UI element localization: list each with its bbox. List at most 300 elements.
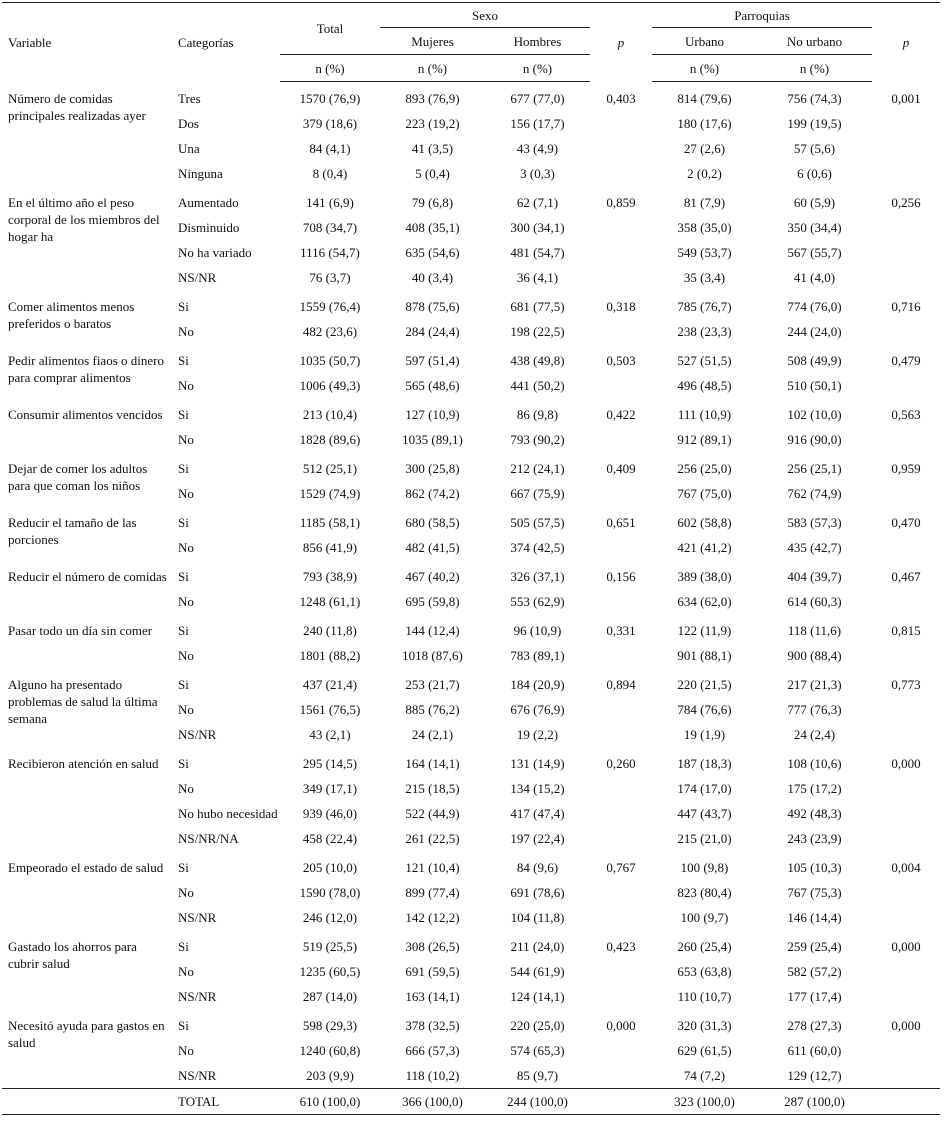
- cell-p-parroquia: [872, 643, 940, 668]
- cell-no-urbano: 102 (10,0): [787, 407, 842, 422]
- category-label: No: [178, 964, 194, 979]
- cell-hombres: 124 (14,1): [510, 989, 565, 1004]
- cell-p-sexo: [590, 880, 652, 905]
- category-label: Aumentado: [178, 195, 239, 210]
- cell-hombres: 85 (9,7): [516, 1068, 559, 1083]
- cell-urbano: 421 (41,2): [677, 540, 732, 555]
- cell-urbano: 527 (51,5): [677, 353, 732, 368]
- cell-urbano: 634 (62,0): [677, 594, 732, 609]
- total-row-total: 610 (100,0): [280, 1089, 380, 1115]
- cell-p-parroquia: [872, 427, 940, 452]
- cell-p-sexo: [590, 136, 652, 161]
- cell-mujeres: 893 (76,9): [405, 91, 460, 106]
- cell-p-parroquia: [872, 535, 940, 560]
- cell-p-parroquia: [872, 826, 940, 851]
- cell-urbano: 110 (10,7): [677, 989, 732, 1004]
- cell-urbano: 260 (25,4): [677, 939, 732, 954]
- category-label: Si: [178, 1018, 189, 1033]
- total-row-urbano: 323 (100,0): [652, 1089, 757, 1115]
- cell-no-urbano: 118 (11,6): [787, 623, 842, 638]
- cell-no-urbano: 60 (5,9): [793, 195, 836, 210]
- cell-urbano: 602 (58,8): [677, 515, 732, 530]
- cell-total: 43 (2,1): [309, 727, 351, 742]
- category-label: No: [178, 648, 194, 663]
- cell-mujeres: 164 (14,1): [405, 756, 460, 771]
- category-label: Si: [178, 299, 189, 314]
- variable-label: Reducir el número de comidas: [8, 569, 167, 584]
- cell-p-sexo: [590, 905, 652, 930]
- cell-mujeres: 127 (10,9): [405, 407, 460, 422]
- cell-no-urbano: 256 (25,1): [787, 461, 842, 476]
- variable-label: Pedir alimentos fiaos o dinero para comprar alimentos: [8, 353, 164, 385]
- cell-mujeres: 680 (58,5): [405, 515, 460, 530]
- cell-p-parroquia: [872, 215, 940, 240]
- cell-mujeres: 691 (59,5): [405, 964, 460, 979]
- cell-mujeres: 878 (75,6): [405, 299, 460, 314]
- cell-p-sexo: [590, 984, 652, 1009]
- category-label: Ninguna: [178, 166, 223, 181]
- cell-mujeres: 522 (44,9): [405, 806, 460, 821]
- cell-p-sexo: [590, 1063, 652, 1089]
- cell-hombres: 326 (37,1): [510, 569, 565, 584]
- cell-p-sexo: 0,423: [606, 939, 636, 954]
- cell-hombres: 300 (34,1): [510, 220, 565, 235]
- cell-hombres: 62 (7,1): [516, 195, 559, 210]
- cell-urbano: 238 (23,3): [677, 324, 732, 339]
- cell-mujeres: 300 (25,8): [405, 461, 460, 476]
- cell-total: 203 (9,9): [306, 1068, 354, 1083]
- cell-urbano: 122 (11,9): [677, 623, 732, 638]
- cell-p-sexo: [590, 373, 652, 398]
- table-row: [2, 398, 940, 427]
- cell-no-urbano: 175 (17,2): [787, 781, 842, 796]
- cell-p-parroquia: [872, 1038, 940, 1063]
- cell-no-urbano: 774 (76,0): [787, 299, 842, 314]
- cell-no-urbano: 614 (60,3): [787, 594, 842, 609]
- cell-p-sexo: 0,767: [606, 860, 636, 875]
- category-label: Disminuido: [178, 220, 240, 235]
- cell-total: 793 (38,9): [302, 569, 358, 584]
- cell-urbano: 785 (76,7): [677, 299, 732, 314]
- data-table: [2, 2, 940, 1115]
- cell-urbano: 814 (79,6): [677, 91, 732, 106]
- cell-no-urbano: 108 (10,6): [787, 756, 842, 771]
- category-label: Si: [178, 677, 189, 692]
- cell-urbano: 74 (7,2): [683, 1068, 726, 1083]
- cell-no-urbano: 146 (14,4): [787, 910, 842, 925]
- cell-mujeres: 1018 (87,6): [402, 648, 463, 663]
- category-label: No: [178, 432, 194, 447]
- cell-p-sexo: [590, 697, 652, 722]
- cell-total: 1828 (89,6): [299, 432, 361, 447]
- cell-hombres: 3 (0,3): [520, 166, 555, 181]
- cell-total: 240 (11,8): [303, 623, 357, 638]
- cell-hombres: 197 (22,4): [510, 831, 565, 846]
- header-sexo: Sexo: [380, 3, 590, 28]
- cell-total: 1590 (78,0): [299, 885, 361, 900]
- category-label: No: [178, 1043, 194, 1058]
- cell-no-urbano: 567 (55,7): [787, 245, 842, 260]
- cell-p-sexo: [590, 959, 652, 984]
- table-row: [2, 1009, 940, 1038]
- cell-total: 1235 (60,5): [299, 964, 361, 979]
- cell-p-parroquia: 0,256: [891, 195, 921, 210]
- cell-p-parroquia: 0,479: [891, 353, 921, 368]
- cell-p-sexo: [590, 801, 652, 826]
- category-label: Si: [178, 407, 189, 422]
- category-label: Si: [178, 623, 189, 638]
- total-row-label: TOTAL: [172, 1089, 280, 1115]
- cell-no-urbano: 583 (57,3): [787, 515, 842, 530]
- cell-no-urbano: 57 (5,6): [793, 141, 836, 156]
- cell-p-parroquia: 0,563: [891, 407, 921, 422]
- cell-total: 349 (17,1): [302, 781, 358, 796]
- cell-no-urbano: 510 (50,1): [787, 378, 842, 393]
- cell-mujeres: 253 (21,7): [405, 677, 460, 692]
- cell-urbano: 215 (21,0): [677, 831, 732, 846]
- category-label: Dos: [178, 116, 199, 131]
- cell-mujeres: 40 (3,4): [411, 270, 454, 285]
- cell-urbano: 100 (9,8): [680, 860, 729, 875]
- cell-p-sexo: [590, 826, 652, 851]
- cell-hombres: 438 (49,8): [510, 353, 565, 368]
- category-label: Si: [178, 515, 189, 530]
- cell-p-parroquia: 0,001: [891, 90, 921, 106]
- cell-urbano: 823 (80,4): [677, 885, 732, 900]
- header-p-sexo: p: [590, 3, 652, 82]
- header-p-parroquias: p: [872, 3, 940, 82]
- cell-p-sexo: [590, 481, 652, 506]
- cell-hombres: 184 (20,9): [510, 677, 565, 692]
- cell-p-sexo: [590, 240, 652, 265]
- cell-hombres: 43 (4,9): [516, 141, 559, 156]
- cell-urbano: 256 (25,0): [677, 461, 732, 476]
- cell-hombres: 481 (54,7): [510, 245, 565, 260]
- cell-p-sexo: 0,503: [606, 353, 636, 368]
- cell-mujeres: 284 (24,4): [405, 324, 460, 339]
- cell-mujeres: 467 (40,2): [405, 569, 460, 584]
- cell-urbano: 2 (0,2): [687, 166, 722, 181]
- cell-total: 1570 (76,9): [299, 91, 361, 106]
- category-label: NS/NR/NA: [178, 831, 239, 846]
- cell-p-parroquia: [872, 984, 940, 1009]
- cell-urbano: 35 (3,4): [683, 270, 726, 285]
- cell-total: 598 (29,3): [302, 1018, 358, 1033]
- header-total: Total: [280, 3, 380, 55]
- header-unit-hombres: n (%): [485, 55, 590, 82]
- cell-hombres: 211 (24,0): [510, 939, 565, 954]
- cell-urbano: 320 (31,3): [677, 1018, 732, 1033]
- variable-label: Pasar todo un día sin comer: [8, 623, 153, 638]
- cell-hombres: 676 (76,9): [510, 702, 565, 717]
- cell-no-urbano: 492 (48,3): [787, 806, 842, 821]
- cell-p-parroquia: [872, 776, 940, 801]
- table-row: [2, 747, 940, 776]
- cell-no-urbano: 259 (25,4): [787, 939, 842, 954]
- cell-p-sexo: 0,260: [606, 756, 636, 771]
- cell-p-sexo: 0,651: [606, 515, 636, 530]
- cell-urbano: 100 (9,7): [680, 910, 729, 925]
- table-row: [2, 560, 940, 589]
- header-categorias: Categorías: [172, 3, 280, 82]
- table-row: [2, 290, 940, 319]
- cell-p-parroquia: 0,815: [891, 623, 921, 638]
- cell-total: 708 (34,7): [302, 220, 358, 235]
- variable-label: Número de comidas principales realizadas ayer: [8, 90, 146, 123]
- cell-p-parroquia: [872, 373, 940, 398]
- cell-p-parroquia: [872, 905, 940, 930]
- cell-hombres: 84 (9,6): [516, 860, 559, 875]
- cell-hombres: 441 (50,2): [510, 378, 565, 393]
- category-label: NS/NR: [178, 727, 217, 742]
- cell-hombres: 574 (65,3): [510, 1043, 565, 1058]
- category-label: Si: [178, 860, 189, 875]
- variable-label: En el último año el peso corporal de los miembros del hogar ha: [8, 195, 160, 244]
- cell-total: 856 (41,9): [302, 540, 358, 555]
- cell-urbano: 81 (7,9): [683, 195, 726, 210]
- cell-hombres: 86 (9,8): [516, 407, 559, 422]
- cell-p-sexo: 0,000: [606, 1018, 636, 1033]
- cell-mujeres: 215 (18,5): [405, 781, 460, 796]
- total-row-no-urbano: 287 (100,0): [757, 1089, 872, 1115]
- cell-p-parroquia: [872, 1063, 940, 1089]
- cell-total: 205 (10,0): [302, 860, 358, 875]
- cell-total: 1561 (76,5): [299, 702, 361, 717]
- cell-total: 76 (3,7): [309, 270, 351, 285]
- variable-label: Consumir alimentos vencidos: [8, 407, 163, 422]
- header-variable: Variable: [2, 3, 172, 82]
- category-label: No: [178, 885, 194, 900]
- cell-no-urbano: 508 (49,9): [787, 353, 842, 368]
- cell-hombres: 417 (47,4): [510, 806, 565, 821]
- category-label: NS/NR: [178, 989, 217, 1004]
- cell-p-parroquia: [872, 240, 940, 265]
- cell-p-parroquia: [872, 959, 940, 984]
- cell-p-parroquia: 0,004: [891, 860, 921, 875]
- table-row: [2, 668, 940, 697]
- cell-p-sexo: 0,318: [606, 299, 636, 314]
- cell-total: 295 (14,5): [302, 756, 358, 771]
- cell-total: 1248 (61,1): [299, 594, 361, 609]
- variable-label: Empeorado el estado de salud: [8, 860, 164, 875]
- variable-label: Comer alimentos menos preferidos o baratos: [8, 299, 135, 331]
- cell-p-parroquia: [872, 111, 940, 136]
- cell-total: 1006 (49,3): [299, 378, 361, 393]
- cell-mujeres: 79 (6,8): [411, 195, 454, 210]
- cell-p-sexo: [590, 265, 652, 290]
- cell-mujeres: 565 (48,6): [405, 378, 460, 393]
- category-label: No: [178, 540, 194, 555]
- cell-no-urbano: 105 (10,3): [787, 860, 842, 875]
- table-row: [2, 930, 940, 959]
- cell-mujeres: 163 (14,1): [405, 989, 460, 1004]
- cell-hombres: 104 (11,8): [510, 910, 565, 925]
- cell-hombres: 681 (77,5): [510, 299, 565, 314]
- total-row-mujeres: 366 (100,0): [380, 1089, 485, 1115]
- header-unit-no-urbano: n (%): [757, 55, 872, 82]
- cell-mujeres: 223 (19,2): [405, 116, 460, 131]
- cell-p-parroquia: 0,959: [891, 461, 921, 476]
- cell-p-sexo: 0,156: [606, 569, 636, 584]
- table-row: [2, 344, 940, 373]
- cell-hombres: 677 (77,0): [510, 91, 565, 106]
- table-row: [2, 186, 940, 215]
- cell-p-parroquia: [872, 589, 940, 614]
- cell-p-sexo: [590, 111, 652, 136]
- category-label: NS/NR: [178, 270, 217, 285]
- table-row: [2, 851, 940, 880]
- cell-urbano: 358 (35,0): [677, 220, 732, 235]
- category-label: No: [178, 378, 194, 393]
- cell-mujeres: 118 (10,2): [405, 1068, 460, 1083]
- header-unit-total: n (%): [280, 55, 380, 82]
- category-label: NS/NR: [178, 910, 217, 925]
- category-label: No hubo necesidad: [178, 806, 278, 821]
- cell-total: 84 (4,1): [309, 141, 351, 156]
- cell-p-sexo: [590, 1038, 652, 1063]
- category-label: Si: [178, 756, 189, 771]
- cell-mujeres: 635 (54,6): [405, 245, 460, 260]
- cell-p-sexo: [590, 776, 652, 801]
- cell-p-parroquia: [872, 801, 940, 826]
- cell-p-sexo: 0,894: [606, 677, 636, 692]
- cell-no-urbano: 767 (75,3): [787, 885, 842, 900]
- cell-hombres: 691 (78,6): [510, 885, 565, 900]
- cell-no-urbano: 177 (17,4): [787, 989, 842, 1004]
- cell-hombres: 783 (89,1): [510, 648, 565, 663]
- cell-p-parroquia: 0,773: [891, 677, 921, 692]
- cell-hombres: 374 (42,5): [510, 540, 565, 555]
- cell-urbano: 180 (17,6): [677, 116, 732, 131]
- cell-p-parroquia: [872, 481, 940, 506]
- cell-mujeres: 408 (35,1): [405, 220, 460, 235]
- cell-hombres: 19 (2,2): [516, 727, 559, 742]
- cell-no-urbano: 756 (74,3): [787, 91, 842, 106]
- cell-total: 519 (25,5): [302, 939, 358, 954]
- cell-urbano: 784 (76,6): [677, 702, 732, 717]
- cell-hombres: 667 (75,9): [510, 486, 565, 501]
- category-label: Si: [178, 569, 189, 584]
- cell-total: 1185 (58,1): [299, 515, 361, 530]
- cell-p-parroquia: [872, 319, 940, 344]
- cell-urbano: 496 (48,5): [677, 378, 732, 393]
- table-body: [2, 82, 940, 1089]
- cell-no-urbano: 404 (39,7): [787, 569, 842, 584]
- cell-no-urbano: 41 (4,0): [793, 270, 836, 285]
- total-row-hombres: 244 (100,0): [485, 1089, 590, 1115]
- cell-mujeres: 1035 (89,1): [402, 432, 463, 447]
- cell-no-urbano: 217 (21,3): [787, 677, 842, 692]
- cell-p-parroquia: 0,000: [891, 939, 921, 954]
- cell-p-parroquia: 0,470: [891, 515, 921, 530]
- variable-label: Necesitó ayuda para gastos en salud: [8, 1018, 165, 1050]
- cell-p-sexo: [590, 319, 652, 344]
- cell-urbano: 389 (38,0): [677, 569, 732, 584]
- cell-hombres: 131 (14,9): [510, 756, 565, 771]
- cell-urbano: 629 (61,5): [677, 1043, 732, 1058]
- header-hombres: Hombres: [485, 28, 590, 55]
- cell-no-urbano: 762 (74,9): [787, 486, 842, 501]
- cell-total: 1116 (54,7): [300, 245, 360, 260]
- cell-mujeres: 885 (76,2): [405, 702, 460, 717]
- table-row: [2, 82, 940, 112]
- cell-urbano: 27 (2,6): [683, 141, 726, 156]
- cell-mujeres: 41 (3,5): [411, 141, 454, 156]
- cell-no-urbano: 278 (27,3): [787, 1018, 842, 1033]
- variable-label: Reducir el tamaño de las porciones: [8, 515, 137, 547]
- table-row: [2, 614, 940, 643]
- header-no-urbano: No urbano: [757, 28, 872, 55]
- cell-mujeres: 5 (0,4): [415, 166, 450, 181]
- cell-p-sexo: [590, 427, 652, 452]
- cell-urbano: 174 (17,0): [677, 781, 732, 796]
- category-label: NS/NR: [178, 1068, 217, 1083]
- cell-p-sexo: 0,859: [606, 195, 636, 210]
- category-label: Una: [178, 141, 200, 156]
- cell-total: 939 (46,0): [302, 806, 358, 821]
- cell-p-parroquia: 0,716: [891, 299, 921, 314]
- cell-hombres: 198 (22,5): [510, 324, 565, 339]
- cell-urbano: 653 (63,8): [677, 964, 732, 979]
- cell-no-urbano: 6 (0,6): [797, 166, 832, 181]
- cell-no-urbano: 777 (76,3): [787, 702, 842, 717]
- cell-mujeres: 24 (2,1): [411, 727, 454, 742]
- cell-no-urbano: 611 (60,0): [787, 1043, 842, 1058]
- variable-label: Dejar de comer los adultos para que coman los niños: [8, 461, 148, 493]
- cell-mujeres: 142 (12,2): [405, 910, 460, 925]
- category-label: No: [178, 594, 194, 609]
- variable-label: Gastado los ahorros para cubrir salud: [8, 939, 137, 971]
- category-label: No ha variado: [178, 245, 252, 260]
- cell-hombres: 553 (62,9): [510, 594, 565, 609]
- cell-mujeres: 482 (41,5): [405, 540, 460, 555]
- category-label: Si: [178, 939, 189, 954]
- cell-no-urbano: 243 (23,9): [787, 831, 842, 846]
- cell-hombres: 220 (25,0): [510, 1018, 565, 1033]
- cell-urbano: 549 (53,7): [677, 245, 732, 260]
- header-unit-mujeres: n (%): [380, 55, 485, 82]
- cell-total: 1559 (76,4): [299, 299, 361, 314]
- cell-mujeres: 144 (12,4): [405, 623, 460, 638]
- cell-urbano: 220 (21,5): [677, 677, 732, 692]
- category-label: Si: [178, 461, 189, 476]
- cell-no-urbano: 199 (19,5): [787, 116, 842, 131]
- cell-total: 437 (21,4): [302, 677, 358, 692]
- cell-no-urbano: 350 (34,4): [787, 220, 842, 235]
- cell-p-parroquia: [872, 697, 940, 722]
- table-row: [2, 506, 940, 535]
- cell-total: 1240 (60,8): [299, 1043, 361, 1058]
- cell-urbano: 912 (89,1): [677, 432, 732, 447]
- cell-urbano: 767 (75,0): [677, 486, 732, 501]
- cell-p-sexo: 0,331: [606, 623, 636, 638]
- cell-urbano: 901 (88,1): [677, 648, 732, 663]
- header-urbano: Urbano: [652, 28, 757, 55]
- cell-hombres: 793 (90,2): [510, 432, 565, 447]
- category-label: No: [178, 486, 194, 501]
- cell-p-parroquia: 0,000: [891, 1018, 921, 1033]
- cell-urbano: 187 (18,3): [677, 756, 732, 771]
- cell-mujeres: 308 (26,5): [405, 939, 460, 954]
- variable-label: Alguno ha presentado problemas de salud la última semana: [8, 677, 158, 726]
- category-label: No: [178, 702, 194, 717]
- cell-total: 8 (0,4): [312, 166, 348, 181]
- category-label: No: [178, 781, 194, 796]
- cell-p-sexo: [590, 535, 652, 560]
- cell-no-urbano: 244 (24,0): [787, 324, 842, 339]
- cell-total: 287 (14,0): [302, 989, 358, 1004]
- cell-urbano: 19 (1,9): [683, 727, 726, 742]
